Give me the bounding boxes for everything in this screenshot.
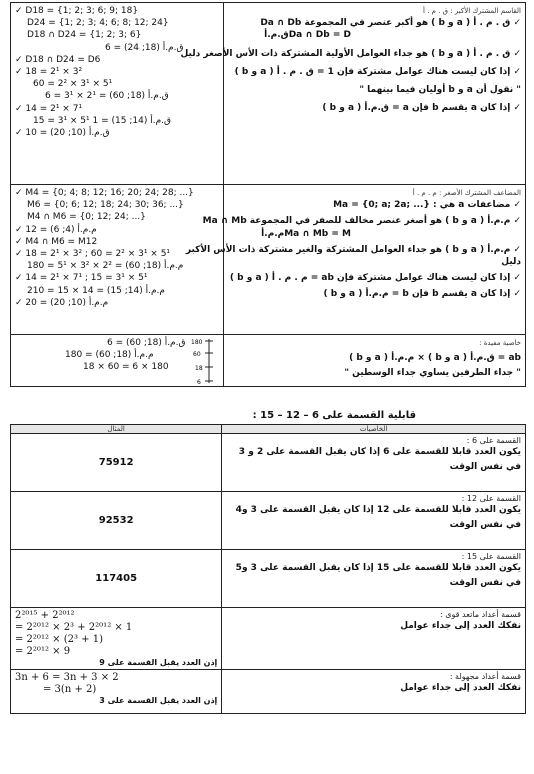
section-heading: المضاعف المشترك الأصغر : م . م . أ — [412, 189, 521, 197]
gcd-lcm-table — [10, 2, 526, 387]
table-row — [11, 550, 526, 608]
math-line: = 2²⁰¹² × 2³ + 2²⁰¹² × 1 — [15, 622, 133, 633]
math-line: ق.م.أ (18; 60) = 6 — [107, 338, 186, 348]
rule-text: نفكك العدد إلى جداء عوامل — [400, 683, 521, 693]
property-line: " نقول أن a و b أوليان فيما بينهما " — [359, 85, 521, 96]
math-line: ق.م.أ (18; 60) = 2¹ × 3¹ = 6 — [45, 91, 169, 102]
property-cell — [222, 492, 526, 550]
property-line: Ma ∩ Mb = Mم.م.أ — [261, 228, 351, 239]
scale-label: 6 — [196, 379, 201, 386]
math-line: ✓ 18 = 2¹ × 3² ; 60 = 2² × 3¹ × 5¹ — [15, 249, 171, 260]
divisibility-table — [10, 424, 526, 714]
useful-property-row — [11, 335, 526, 387]
property-line: ab = ق.م.أ ( a و b ) × م.م.أ ( a و b ) — [349, 353, 521, 364]
property-line: ✓ مضاعفات a هي : Ma = {0; a; 2a; ...} — [333, 200, 521, 211]
math-line: ✓ م.م.أ (10; 20) = 20 — [15, 297, 109, 308]
rule-text: نفكك العدد إلى جداء عوامل — [400, 621, 521, 631]
math-line: D18 ∩ D24 = {1; 2; 3; 6} — [27, 30, 142, 41]
math-line: 60 = 2² × 3¹ × 5¹ — [33, 79, 113, 90]
property-cell — [222, 608, 526, 670]
table-row — [11, 608, 526, 670]
header-property: الخاصيات — [222, 425, 526, 434]
math-line: م.م.أ (14; 15) = 14 × 15 = 210 — [27, 285, 165, 296]
table-header-row — [11, 425, 526, 434]
scale-label: 60 — [192, 351, 201, 358]
math-line: 18 × 60 = 6 × 180 — [83, 362, 169, 373]
property-line: Da ∩ Db = Dق.م.أ — [264, 30, 351, 41]
gcd-examples — [11, 3, 224, 185]
table-row — [11, 434, 526, 492]
math-line: M4 ∩ M6 = {0; 12; 24; ...} — [27, 212, 146, 223]
math-line: ✓ ق.م.أ (10; 20) = 10 — [15, 128, 110, 139]
section-heading: خاصية مفيدة : — [479, 339, 521, 347]
property-line: ✓ إذا كان a يقسم b فإن a = ق.م.أ ( a و b ) — [322, 103, 521, 114]
math-line: 3n + 6 = 3n + 3 × 2 — [15, 672, 119, 683]
math-line: ✓ M4 ∩ M6 = M12 — [15, 236, 98, 247]
rule-text: يكون العدد قابلا للقسمة على 15 إذا كان يقبل القسمة على 3 و5 في نفس الوقت — [235, 563, 521, 588]
property-line: " جداء الطرفين يساوي جداء الوسطين " — [344, 368, 521, 379]
example-cell — [11, 550, 222, 608]
math-line: ✓ 18 = 2¹ × 3² — [15, 67, 83, 78]
table-row — [11, 670, 526, 714]
property-line: دليل — [501, 257, 521, 268]
rule-text: يكون العدد قابلا للقسمة على 12 إذا كان يقبل القسمة على 3 و4 في نفس الوقت — [235, 505, 521, 530]
example-cell — [11, 434, 222, 492]
scale-label: 180 — [190, 339, 203, 346]
example-number: 92532 — [98, 515, 134, 526]
math-line: 2²⁰¹⁵ + 2²⁰¹² — [15, 610, 75, 621]
math-line: = 2²⁰¹² × (2³ + 1) — [15, 634, 103, 645]
property-line: ✓ إذا كان ليست هناك عوامل مشتركة فإن ab = م . م . أ ( a و b ) — [229, 273, 521, 284]
lcm-properties — [185, 185, 525, 335]
header-example: المثال — [11, 425, 222, 434]
rule-heading: قسمة أعداد مجهولة : — [449, 672, 521, 681]
conclusion-text: إذن العدد يقبل القسمة على 3 — [99, 696, 218, 705]
math-line: M6 = {0; 6; 12; 18; 24; 30; 36; ...} — [27, 200, 184, 211]
property-line: ✓ ق . م . أ ( a و b ) هو جداء العوامل الأولية المشتركة ذات الأس الأصغر دليل — [180, 48, 521, 59]
lcm-examples — [11, 185, 224, 335]
math-line: م.م.أ (18; 60) = 180 — [65, 350, 154, 361]
example-number: 75912 — [98, 457, 134, 468]
property-line: ✓ إذا كان ليست هناك عوامل مشتركة فإن 1 = ق . م . أ ( a و b ) — [234, 66, 521, 77]
property-line: ✓ إذا كان a يقسم b فإن b = م.م.أ ( a و b ) — [323, 289, 521, 300]
math-line: = 2²⁰¹² × 9 — [15, 646, 71, 657]
number-line-scale — [191, 337, 217, 385]
math-line: ✓ 14 = 2¹ × 7¹ — [15, 103, 83, 114]
gcd-properties — [180, 3, 525, 185]
math-line: م.م.أ (18; 60) = 2² × 3² × 5¹ = 180 — [27, 261, 184, 272]
example-cell — [11, 492, 222, 550]
math-line: ✓ D18 ∩ D24 = D6 — [15, 54, 101, 65]
math-line: ✓ م.م.أ (4; 6) = 12 — [15, 224, 97, 235]
example-number: 117405 — [95, 573, 138, 584]
property-line: ✓ م.م.أ ( a و b ) هو جداء العوامل المشتركة والغير مشتركة ذات الأس الأكبر — [185, 244, 521, 255]
table-row — [11, 492, 526, 550]
math-line: D24 = {1; 2; 3; 4; 6; 8; 12; 24} — [27, 18, 169, 29]
gcd-row — [11, 3, 526, 185]
lcm-row — [11, 185, 526, 335]
math-line: 15 = 3¹ × 5¹ ق.م.أ (14; 15) = 1 — [33, 115, 171, 126]
example-cell — [11, 670, 222, 714]
math-line: ✓ 14 = 2¹ × 7¹ ; 15 = 3¹ × 5¹ — [15, 273, 148, 284]
scale-label: 18 — [194, 365, 203, 372]
math-line: ✓ D18 = {1; 2; 3; 6; 9; 18} — [15, 6, 139, 16]
conclusion-text: إذن العدد يقبل القسمة على 9 — [99, 658, 218, 667]
math-line: ✓ M4 = {0; 4; 8; 12; 16; 20; 24; 28; ...} — [15, 188, 194, 198]
property-cell — [222, 670, 526, 714]
property-line: ✓ م.م.أ ( a و b ) هو أصغر عنصر مخالف للصفر في المجموعة Ma ∩ Mb — [202, 216, 521, 227]
property-line: ✓ ق . م . أ ( a و b ) هو أكبر عنصر في المجموعة Da ∩ Db — [260, 18, 521, 29]
rule-heading: قسمة أعداد ماتعد قوى : — [440, 610, 521, 619]
property-cell — [222, 550, 526, 608]
useful-property — [223, 335, 525, 387]
divisibility-title: قابلية القسمة على 6 – 12 – 15 : — [252, 410, 416, 421]
useful-example — [11, 335, 224, 387]
rule-heading: القسمة على 15 : — [461, 552, 521, 561]
math-line: = 3(n + 2) — [43, 684, 97, 695]
rule-heading: القسمة على 6 : — [466, 436, 521, 445]
example-cell — [11, 608, 222, 670]
math-line: ق.م.أ (18; 24) = 6 — [105, 42, 184, 53]
rule-text: يكون العدد قابلا للقسمة على 6 إذا كان يقبل القسمة على 2 و 3 في نفس الوقت — [238, 447, 521, 472]
section-heading: القاسم المشترك الأكبر : ق . م . أ — [423, 7, 521, 15]
property-cell — [222, 434, 526, 492]
rule-heading: القسمة على 12 : — [461, 494, 521, 503]
